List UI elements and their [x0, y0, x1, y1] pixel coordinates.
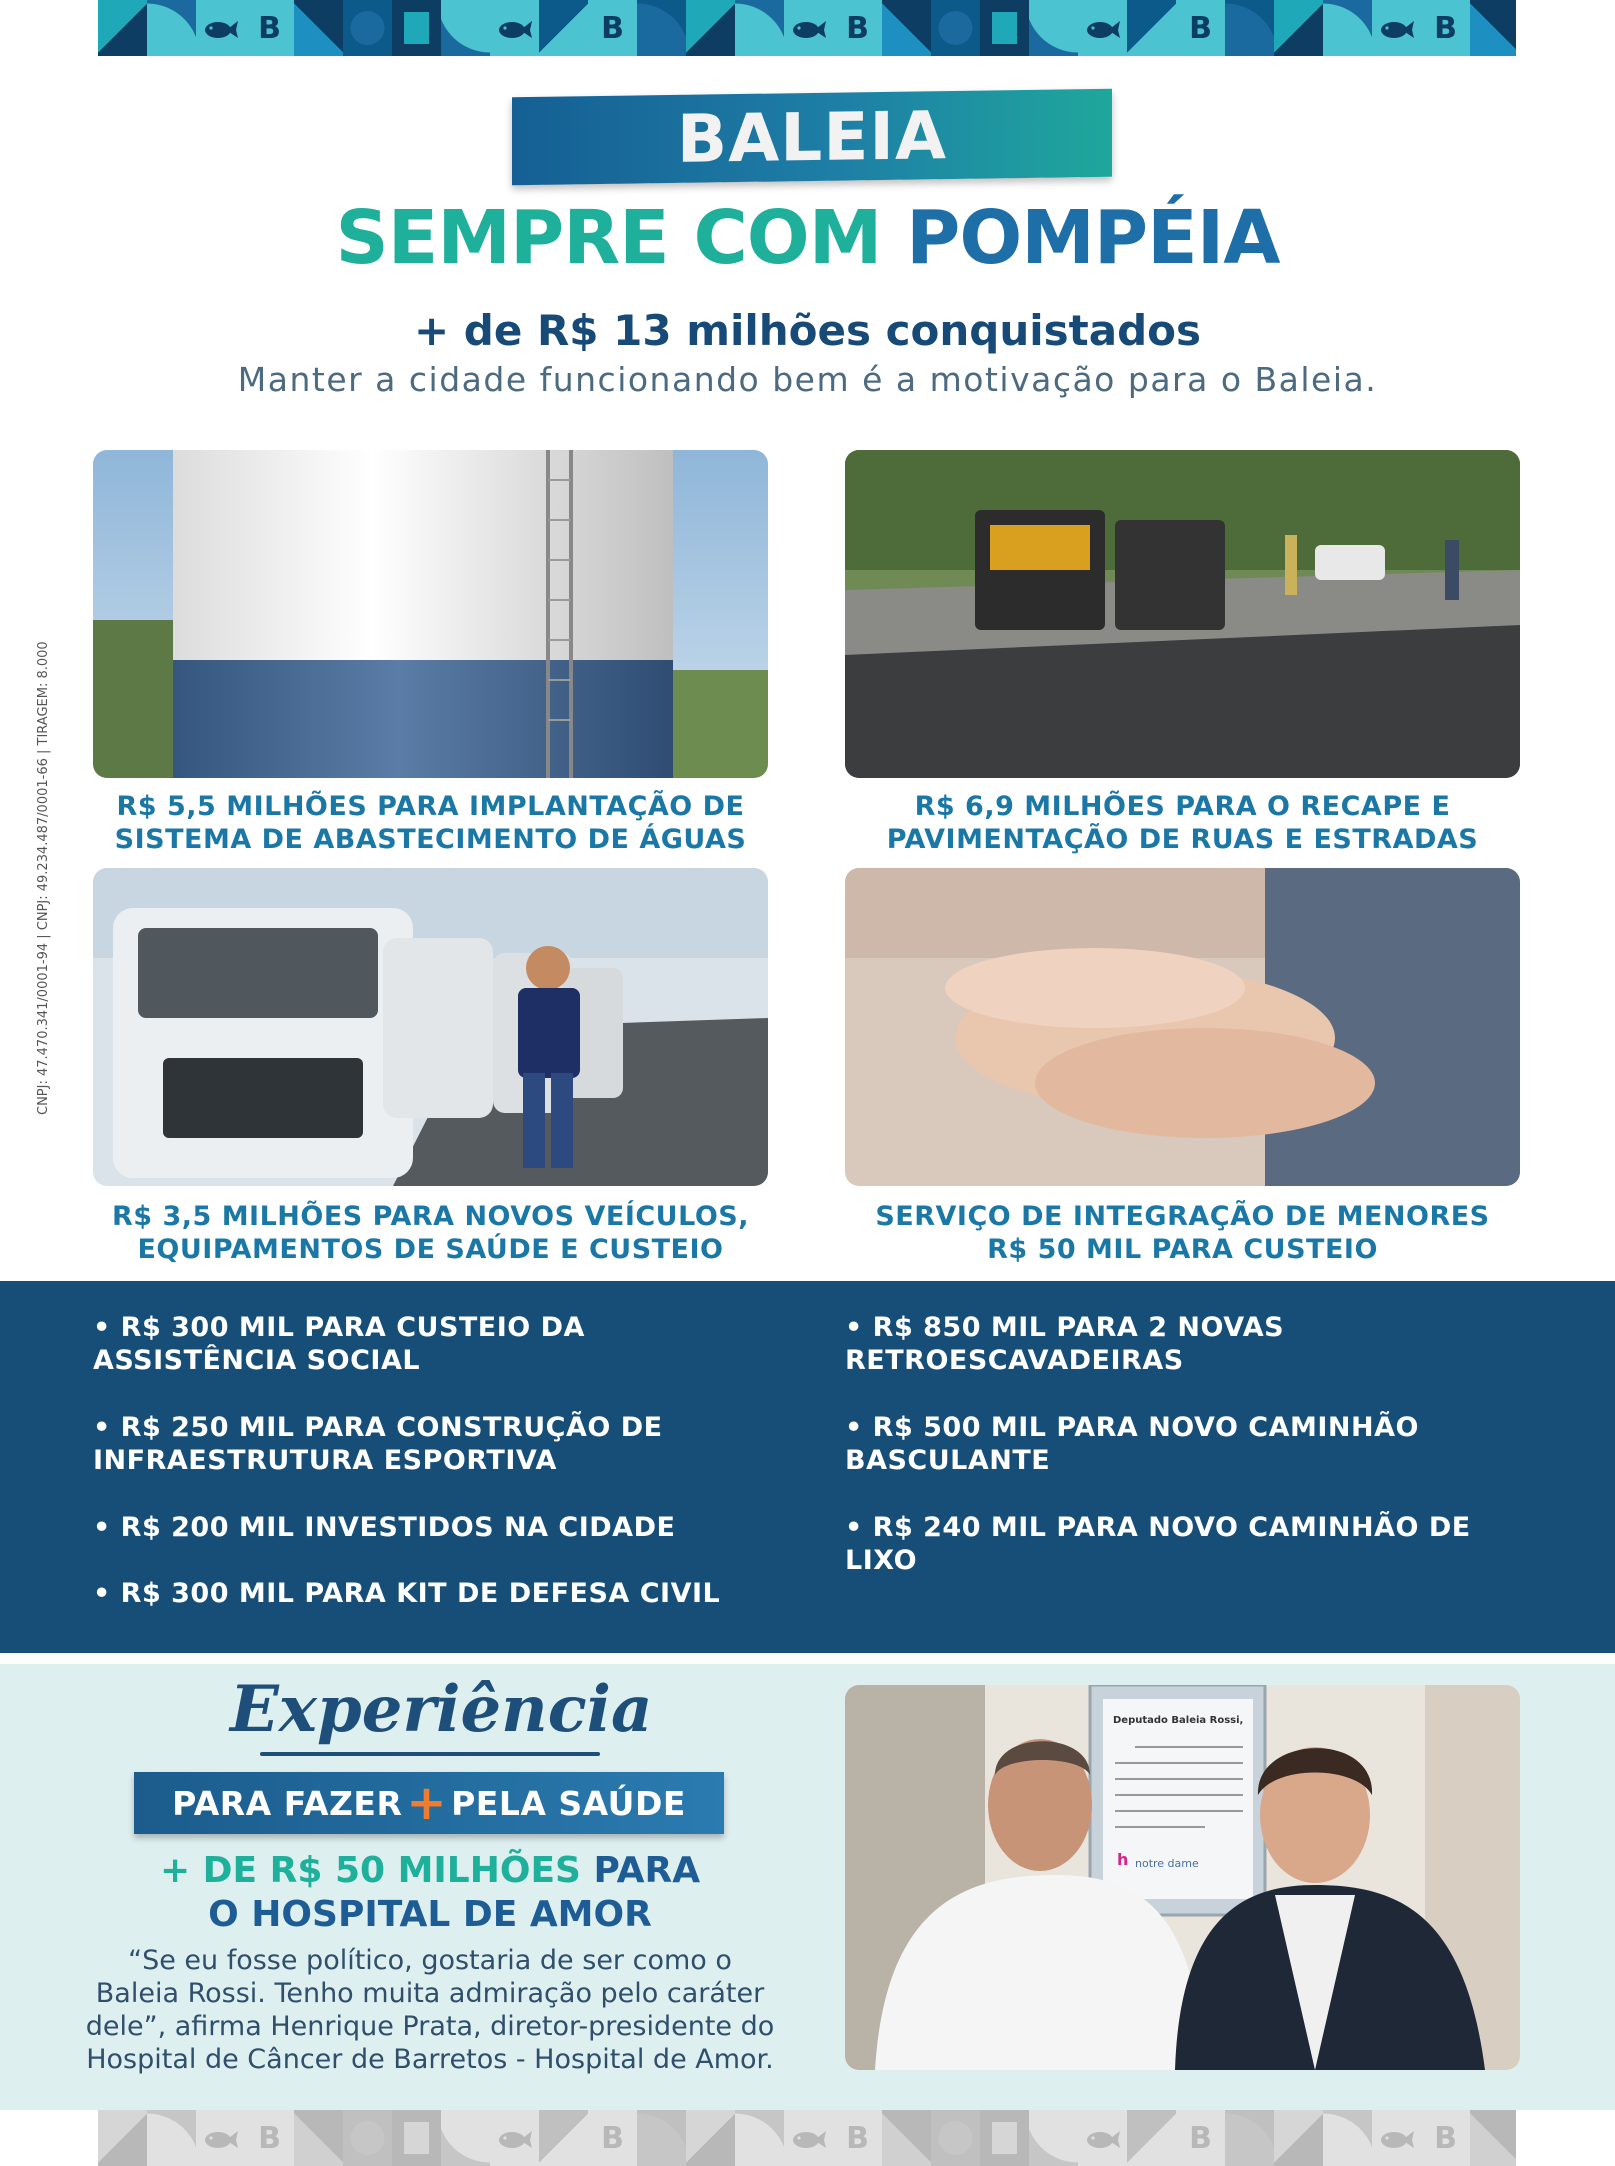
- whale-icon: [1372, 0, 1421, 56]
- pattern-quarter-circle: [147, 0, 196, 56]
- amount-text: + DE R$ 50 MILHÕES: [159, 1850, 581, 1891]
- pattern-whale-tile: [1078, 0, 1127, 56]
- caption-paving: [845, 790, 1520, 856]
- pattern-letter-tile: [833, 0, 882, 56]
- pattern-circle: [931, 2110, 980, 2166]
- pattern-whale-tile: [490, 0, 539, 56]
- pattern-triangle: [1274, 2110, 1323, 2166]
- pattern-letter-tile: [1421, 0, 1470, 56]
- investment-item: [93, 1411, 663, 1477]
- investment-line: • R$ 300 MIL PARA KIT DE DEFESA CIVIL: [93, 1578, 721, 1609]
- investment-item: [845, 1411, 1419, 1477]
- pattern-whale-tile: [784, 0, 833, 56]
- photo-two-men-plaque: [845, 1685, 1520, 2070]
- plus-icon: +: [406, 1775, 448, 1831]
- pattern-letter-b: B: [1434, 2120, 1457, 2156]
- script-underline: [260, 1752, 600, 1756]
- photo-ambulances: [93, 868, 768, 1186]
- pattern-letter-b: B: [601, 10, 624, 46]
- pattern-circle: [931, 0, 980, 56]
- pattern-triangle: [98, 2110, 147, 2166]
- caption-line: SISTEMA DE ABASTECIMENTO DE ÁGUAS: [114, 824, 747, 855]
- pattern-letter-b: B: [1434, 10, 1457, 46]
- pattern-triangle: [539, 0, 588, 56]
- pattern-whale-tile: [196, 2110, 245, 2166]
- pattern-quarter-circle: [147, 2110, 196, 2166]
- pattern-triangle: [539, 2110, 588, 2166]
- investment-line: • R$ 200 MIL INVESTIDOS NA CIDADE: [93, 1512, 676, 1543]
- investment-line: ASSISTÊNCIA SOCIAL: [93, 1345, 421, 1376]
- caption-line: SERVIÇO DE INTEGRAÇÃO DE MENORES: [875, 1201, 1490, 1232]
- pattern-letter-tile: [1176, 2110, 1225, 2166]
- pattern-square: [980, 0, 1029, 56]
- investment-line: • R$ 300 MIL PARA CUSTEIO DA: [93, 1312, 585, 1343]
- pattern-letter-tile: [245, 2110, 294, 2166]
- pattern-triangle: [686, 0, 735, 56]
- whale-icon: [196, 0, 245, 56]
- pattern-letter-b: B: [258, 2120, 281, 2156]
- investment-line: BASCULANTE: [845, 1445, 1051, 1476]
- legal-info-vertical: CNPJ: 47.470.341/0001-94 | CNPJ: 49.234.487/0001-66 | TIRAGEM: 8.000: [36, 641, 51, 1115]
- whale-icon: [490, 2110, 539, 2166]
- pattern-quarter-circle: [1029, 0, 1078, 56]
- whale-icon: [1078, 0, 1127, 56]
- investment-item: [93, 1577, 720, 1610]
- pattern-whale-tile: [196, 0, 245, 56]
- caption-line: R$ 3,5 MILHÕES PARA NOVOS VEÍCULOS,: [111, 1201, 750, 1232]
- pattern-quarter-circle: [441, 2110, 490, 2166]
- pattern-circle: [343, 2110, 392, 2166]
- hospital-name: [60, 1894, 800, 1935]
- investment-line: • R$ 250 MIL PARA CONSTRUÇÃO DE: [93, 1412, 663, 1443]
- quote-block: [70, 1944, 790, 2076]
- pattern-whale-tile: [490, 2110, 539, 2166]
- pattern-quarter-circle: [1029, 2110, 1078, 2166]
- name-badge: [512, 89, 1112, 185]
- pattern-triangle: [1470, 0, 1516, 56]
- experience-script-title: Experiência: [230, 1672, 653, 1747]
- pattern-triangle: [1274, 0, 1323, 56]
- plaque-title: Deputado Baleia Rossi,: [1113, 1715, 1244, 1726]
- pattern-whale-tile: [1078, 2110, 1127, 2166]
- svg-text:h: h: [1117, 1850, 1129, 1869]
- decorative-pattern-band-top: [98, 0, 1516, 56]
- caption-water-system: [93, 790, 768, 856]
- whale-icon: [784, 2110, 833, 2166]
- banner-text-left: PARA FAZER: [172, 1783, 403, 1823]
- whale-icon: [784, 0, 833, 56]
- pattern-triangle: [1127, 2110, 1176, 2166]
- investment-line: INFRAESTRUTURA ESPORTIVA: [93, 1445, 557, 1476]
- pattern-quarter-circle: [735, 2110, 784, 2166]
- pattern-triangle: [686, 2110, 735, 2166]
- pattern-quarter-circle: [1323, 0, 1372, 56]
- pattern-triangle: [882, 0, 931, 56]
- pattern-letter-tile: [245, 0, 294, 56]
- pattern-quarter-circle: [441, 0, 490, 56]
- quote-line: “Se eu fosse político, gostaria de ser como o: [128, 1945, 732, 1976]
- whale-icon: [196, 2110, 245, 2166]
- pattern-whale-tile: [1372, 0, 1421, 56]
- headline-part2: POMPÉIA: [906, 195, 1280, 281]
- pattern-triangle: [882, 2110, 931, 2166]
- tagline: Manter a cidade funcionando bem é a motivação para o Baleia.: [237, 360, 1378, 399]
- quote-line: Baleia Rossi. Tenho muita admiração pelo caráter: [95, 1978, 765, 2009]
- badge-text: BALEIA: [676, 96, 948, 178]
- pattern-letter-b: B: [258, 10, 281, 46]
- pattern-quarter-circle: [637, 2110, 686, 2166]
- investment-item: [845, 1511, 1471, 1577]
- pattern-letter-tile: [1421, 2110, 1470, 2166]
- photo-water-tank: [93, 450, 768, 778]
- investment-item: [845, 1311, 1284, 1377]
- health-banner: [134, 1772, 724, 1834]
- hospital-amount: [60, 1850, 800, 1891]
- headline-part1: SEMPRE COM: [335, 195, 882, 281]
- photo-road-paving: [845, 450, 1520, 778]
- pattern-triangle: [1127, 0, 1176, 56]
- investment-line: LIXO: [845, 1545, 918, 1576]
- hospital-name-text: O HOSPITAL DE AMOR: [208, 1894, 652, 1935]
- pattern-triangle: [294, 2110, 343, 2166]
- pattern-letter-tile: [588, 0, 637, 56]
- pattern-letter-tile: [833, 2110, 882, 2166]
- pattern-whale-tile: [784, 2110, 833, 2166]
- investment-line: • R$ 500 MIL PARA NOVO CAMINHÃO: [845, 1412, 1419, 1443]
- caption-minors-integration: [845, 1200, 1520, 1266]
- plaque-logo-text: notre dame: [1135, 1857, 1199, 1870]
- whale-icon: [490, 0, 539, 56]
- pattern-square: [392, 0, 441, 56]
- pattern-letter-b: B: [1189, 10, 1212, 46]
- investment-line: RETROESCAVADEIRAS: [845, 1345, 1184, 1376]
- pattern-square: [392, 2110, 441, 2166]
- pattern-letter-b: B: [601, 2120, 624, 2156]
- headline: [0, 195, 1615, 281]
- caption-line: PAVIMENTAÇÃO DE RUAS E ESTRADAS: [886, 824, 1479, 855]
- photo-holding-hands: [845, 868, 1520, 1186]
- caption-vehicles: [93, 1200, 768, 1266]
- quote-line: dele”, afirma Henrique Prata, diretor-presidente do: [85, 2011, 775, 2042]
- pattern-letter-tile: [1176, 0, 1225, 56]
- pattern-circle: [343, 0, 392, 56]
- caption-line: R$ 5,5 MILHÕES PARA IMPLANTAÇÃO DE: [116, 791, 745, 822]
- pattern-quarter-circle: [1225, 0, 1274, 56]
- investment-line: • R$ 850 MIL PARA 2 NOVAS: [845, 1312, 1285, 1343]
- caption-line: R$ 50 MIL PARA CUSTEIO: [987, 1234, 1378, 1265]
- amount-connector: PARA: [581, 1850, 701, 1891]
- caption-line: R$ 6,9 MILHÕES PARA O RECAPE E: [914, 791, 1451, 822]
- investment-line: • R$ 240 MIL PARA NOVO CAMINHÃO DE: [845, 1512, 1471, 1543]
- quote-line: Hospital de Câncer de Barretos - Hospital de Amor.: [86, 2044, 774, 2075]
- pattern-quarter-circle: [1323, 2110, 1372, 2166]
- pattern-whale-tile: [1372, 2110, 1421, 2166]
- caption-line: EQUIPAMENTOS DE SAÚDE E CUSTEIO: [137, 1234, 724, 1265]
- pattern-letter-b: B: [846, 10, 869, 46]
- whale-icon: [1372, 2110, 1421, 2166]
- pattern-letter-b: B: [846, 2120, 869, 2156]
- subheadline: + de R$ 13 milhões conquistados: [413, 306, 1201, 355]
- whale-icon: [1078, 2110, 1127, 2166]
- investment-item: [93, 1511, 675, 1544]
- investment-item: [93, 1311, 585, 1377]
- pattern-quarter-circle: [637, 0, 686, 56]
- pattern-quarter-circle: [1225, 2110, 1274, 2166]
- pattern-letter-b: B: [1189, 2120, 1212, 2156]
- pattern-quarter-circle: [735, 0, 784, 56]
- banner-text-right: PELA SAÚDE: [451, 1783, 686, 1823]
- pattern-letter-tile: [588, 2110, 637, 2166]
- decorative-pattern-band-bottom: [98, 2110, 1516, 2166]
- pattern-triangle: [294, 0, 343, 56]
- pattern-triangle: [98, 0, 147, 56]
- pattern-square: [980, 2110, 1029, 2166]
- pattern-triangle: [1470, 2110, 1516, 2166]
